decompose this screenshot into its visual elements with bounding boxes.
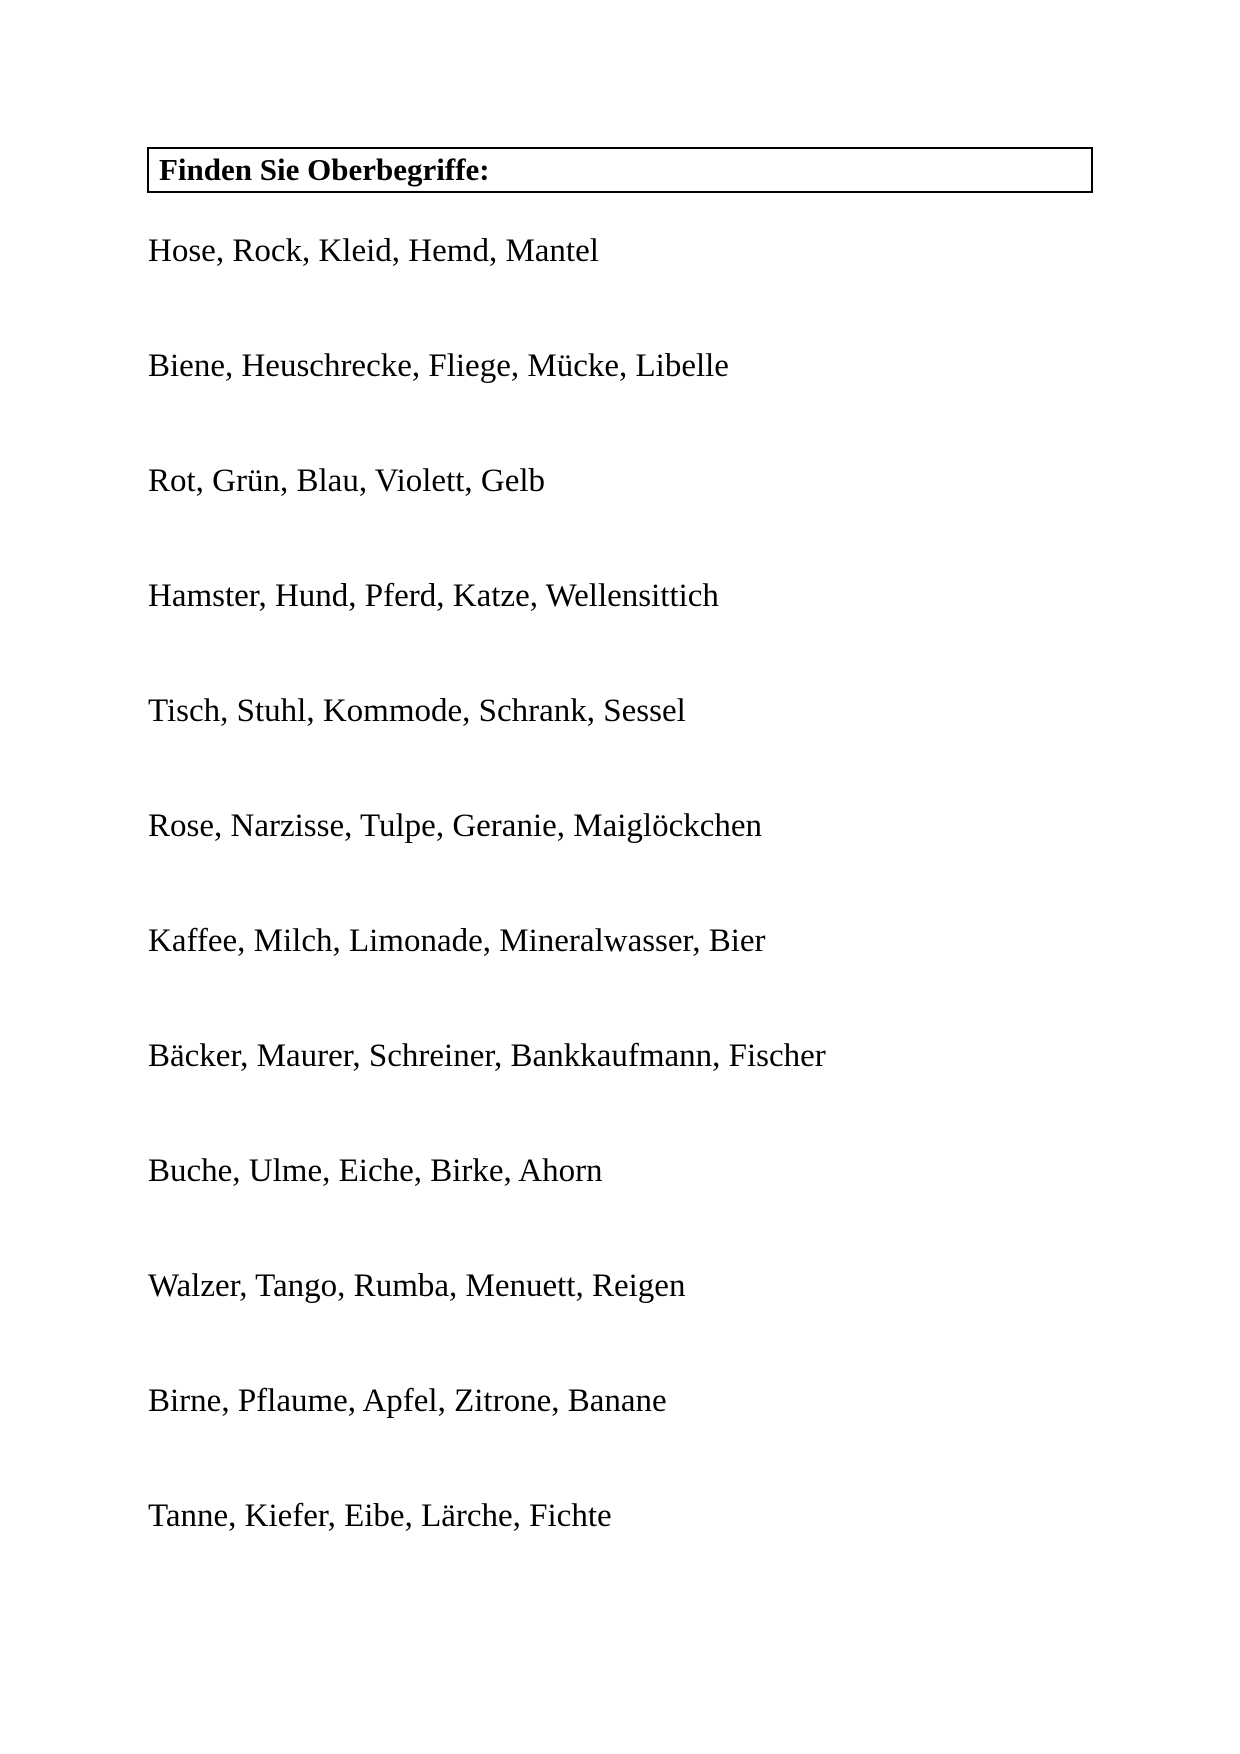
word-list-row: Biene, Heuschrecke, Fliege, Mücke, Libelle xyxy=(148,348,729,384)
word-list-row: Tisch, Stuhl, Kommode, Schrank, Sessel xyxy=(148,693,686,729)
word-list-row: Rot, Grün, Blau, Violett, Gelb xyxy=(148,463,546,499)
word-list-row: Birne, Pflaume, Apfel, Zitrone, Banane xyxy=(148,1383,667,1419)
word-list-row: Walzer, Tango, Rumba, Menuett, Reigen xyxy=(148,1268,686,1304)
word-list-row: Hose, Rock, Kleid, Hemd, Mantel xyxy=(148,233,599,269)
word-list-row: Bäcker, Maurer, Schreiner, Bankkaufmann, Fischer xyxy=(148,1038,826,1074)
word-list-row: Buche, Ulme, Eiche, Birke, Ahorn xyxy=(148,1153,603,1189)
word-list-row: Tanne, Kiefer, Eibe, Lärche, Fichte xyxy=(148,1498,612,1534)
word-list-row: Kaffee, Milch, Limonade, Mineralwasser, Bier xyxy=(148,923,766,959)
word-list-row: Hamster, Hund, Pferd, Katze, Wellensittich xyxy=(148,578,719,614)
word-list-row: Rose, Narzisse, Tulpe, Geranie, Maiglöckchen xyxy=(148,808,763,844)
page-title: Finden Sie Oberbegriffe: xyxy=(159,152,490,187)
title-box xyxy=(147,147,1093,193)
